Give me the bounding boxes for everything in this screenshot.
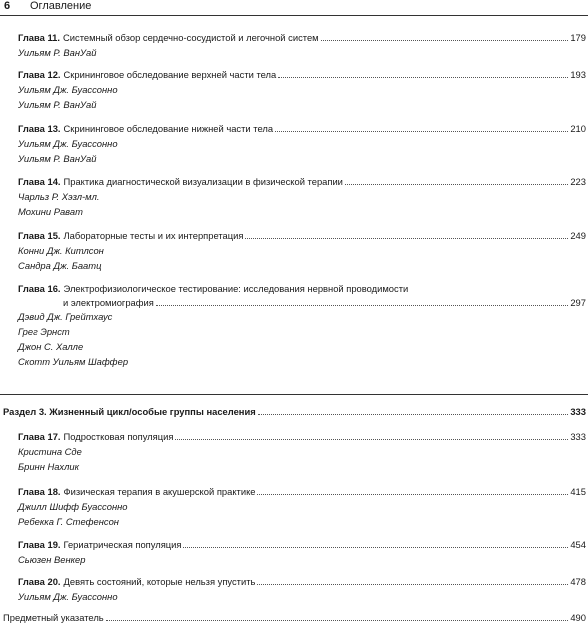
- toc-entry-chapter-18[interactable]: [18, 484, 586, 529]
- chapter-label: Глава 14.: [18, 176, 61, 187]
- chapter-title: Скрининговое обследование нижней части тела: [63, 123, 274, 134]
- index-title: Предметный указатель: [3, 612, 104, 623]
- chapter-title: Электрофизиологическое тестирование: исследования нервной проводимости: [63, 283, 409, 294]
- chapter-author: Уильям Дж. Буассонно: [18, 591, 118, 602]
- toc-entry-line: [18, 574, 586, 589]
- toc-entry-chapter-14[interactable]: [18, 174, 586, 219]
- chapter-title: Системный обзор сердечно-сосудистой и легочной систем: [63, 32, 319, 43]
- toc-entry-line: [18, 484, 586, 499]
- toc-entry-chapter-11[interactable]: [18, 30, 586, 60]
- dot-leader: [321, 31, 569, 41]
- chapter-author: Уильям Р. ВанУай: [18, 99, 97, 110]
- dot-leader: [278, 68, 568, 78]
- toc-entry-line: [18, 537, 586, 552]
- dot-leader: [345, 175, 568, 185]
- index-line: [3, 610, 586, 625]
- chapter-author: Конни Дж. Китлсон: [18, 245, 104, 256]
- toc-section-3[interactable]: [3, 404, 586, 419]
- chapter-label: Глава 15.: [18, 230, 61, 241]
- chapter-label: Глава 18.: [18, 486, 61, 497]
- toc-entry-chapter-19[interactable]: [18, 537, 586, 567]
- chapter-author: Уильям Р. ВанУай: [18, 47, 97, 58]
- toc-entry-line: [18, 67, 586, 82]
- chapter-page: 193: [570, 69, 586, 80]
- dot-leader: [257, 575, 568, 585]
- chapter-title: Лабораторные тесты и их интерпретация: [63, 230, 244, 241]
- chapter-author: Уильям Дж. Буассонно: [18, 84, 118, 95]
- chapter-page: 249: [570, 230, 586, 241]
- chapter-author: Уильям Р. ВанУай: [18, 153, 97, 164]
- chapter-title: Скрининговое обследование верхней части тела: [63, 69, 277, 80]
- chapter-page: 297: [570, 297, 586, 308]
- chapter-author: Грег Эрнст: [18, 326, 70, 337]
- dot-leader: [156, 296, 569, 306]
- dot-leader: [257, 485, 568, 495]
- toc-entry-line-continued: [18, 296, 586, 309]
- dot-leader: [245, 229, 568, 239]
- chapter-author: Сьюзен Венкер: [18, 554, 86, 565]
- toc-entry-line: [18, 228, 586, 243]
- toc-entry-chapter-15[interactable]: [18, 228, 586, 273]
- toc-entry-chapter-20[interactable]: [18, 574, 586, 604]
- dot-leader: [106, 611, 569, 621]
- section-line: [3, 404, 586, 419]
- toc-subject-index[interactable]: [3, 610, 586, 625]
- toc-entry-line: [18, 281, 586, 296]
- chapter-page: 210: [570, 123, 586, 134]
- chapter-label: Глава 12.: [18, 69, 61, 80]
- chapter-page: 415: [570, 486, 586, 497]
- chapter-page: 179: [570, 32, 586, 43]
- toc-entry-line: [18, 121, 586, 136]
- section-divider: [0, 394, 588, 395]
- chapter-author: Уильям Дж. Буассонно: [18, 138, 118, 149]
- chapter-author: Мохини Рават: [18, 206, 83, 217]
- dot-leader: [258, 405, 569, 415]
- dot-leader: [183, 538, 568, 548]
- chapter-title: Подростковая популяция: [63, 431, 174, 442]
- chapter-page: 478: [570, 576, 586, 587]
- page-number: 6: [4, 0, 11, 12]
- chapter-label: Глава 20.: [18, 576, 61, 587]
- running-title: Оглавление: [30, 0, 92, 12]
- dot-leader: [275, 122, 568, 132]
- dot-leader: [175, 430, 568, 440]
- chapter-title-continued: и электромиография: [63, 297, 154, 308]
- toc-entry-chapter-16[interactable]: [18, 281, 586, 369]
- section-page: 333: [570, 406, 586, 417]
- chapter-label: Глава 13.: [18, 123, 61, 134]
- toc-entry-chapter-12[interactable]: [18, 67, 586, 112]
- chapter-page: 223: [570, 176, 586, 187]
- chapter-author: Ребекка Г. Стефенсон: [18, 516, 119, 527]
- toc-entry-chapter-17[interactable]: [18, 429, 586, 474]
- chapter-label: Глава 19.: [18, 539, 61, 550]
- chapter-title: Физическая терапия в акушерской практике: [63, 486, 256, 497]
- toc-entry-line: [18, 30, 586, 45]
- chapter-author: Чарльз Р. Хэзл-мл.: [18, 191, 100, 202]
- chapter-label: Глава 11.: [18, 32, 60, 43]
- chapter-title: Гериатрическая популяция: [63, 539, 182, 550]
- chapter-label: Глава 16.: [18, 283, 61, 294]
- chapter-label: Глава 17.: [18, 431, 61, 442]
- chapter-author: Сандра Дж. Баатц: [18, 260, 102, 271]
- page-header: [0, 0, 588, 16]
- toc-entry-chapter-13[interactable]: [18, 121, 586, 166]
- chapter-title: Практика диагностической визуализации в физической терапии: [63, 176, 343, 187]
- chapter-author: Бринн Нахлик: [18, 461, 80, 472]
- index-page: 490: [570, 612, 586, 623]
- chapter-author: Джилл Шифф Буассонно: [18, 501, 128, 512]
- chapter-author: Джон С. Халле: [18, 341, 84, 352]
- chapter-page: 333: [570, 431, 586, 442]
- chapter-page: 454: [570, 539, 586, 550]
- chapter-title: Девять состояний, которые нельзя упустить: [63, 576, 256, 587]
- toc-entry-line: [18, 174, 586, 189]
- chapter-author: Скотт Уильям Шаффер: [18, 356, 129, 367]
- section-title: Раздел 3. Жизненный цикл/особые группы населения: [3, 406, 256, 417]
- chapter-author: Кристина Сде: [18, 446, 82, 457]
- toc-entry-line: [18, 429, 586, 444]
- chapter-author: Дэвид Дж. Грейтхаус: [18, 311, 113, 322]
